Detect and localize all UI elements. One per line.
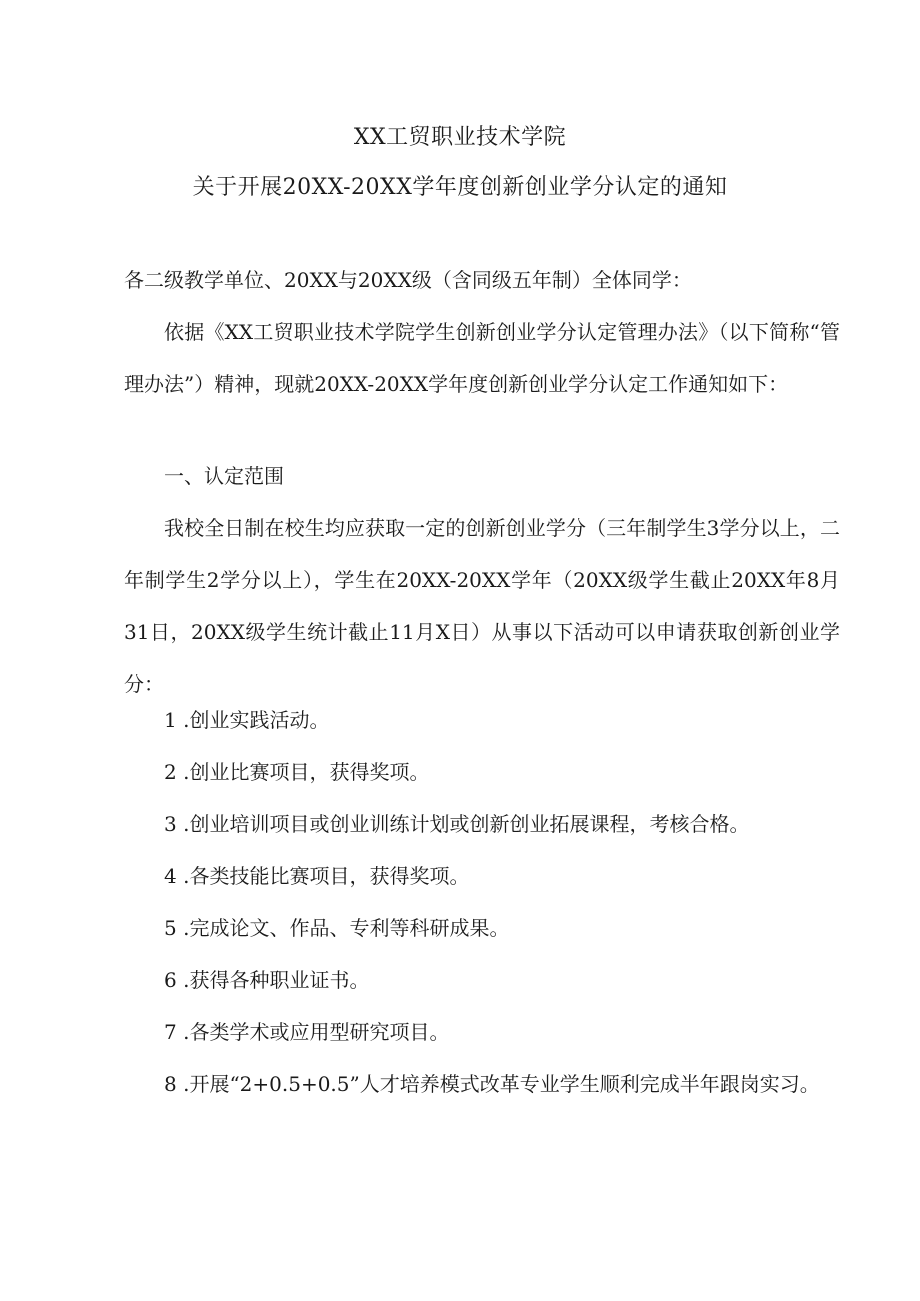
document-title-notice: 关于开展20XX-20XX学年度创新创业学分认定的通知 [192, 175, 728, 200]
list-item: 5 .完成论文、作品、专利等科研成果。 [164, 916, 510, 940]
list-item: 1 .创业实践活动。 [164, 708, 330, 732]
list-item: 7 .各类学术或应用型研究项目。 [164, 1020, 450, 1044]
section-heading-scope: 一、认定范围 [164, 464, 284, 488]
list-item: 6 .获得各种职业证书。 [164, 968, 370, 992]
document-title-school: XX工贸职业技术学院 [353, 125, 567, 150]
list-item: 8 .开展“2+0.5+0.5”人才培养模式改革专业学生顺利完成半年跟岗实习。 [164, 1072, 820, 1096]
list-item: 3 .创业培训项目或创业训练计划或创新创业拓展课程，考核合格。 [164, 812, 750, 836]
basis-paragraph: 依据《XX工贸职业技术学院学生创新创业学分认定管理办法》（以下简称“管理办法”）精神，现就20XX-20XX学年度创新创业学分认定工作通知如下： [124, 320, 840, 396]
list-item: 2 .创业比赛项目，获得奖项。 [164, 760, 430, 784]
salutation: 各二级教学单位、20XX与20XX级（含同级五年制）全体同学： [124, 268, 692, 292]
scope-paragraph: 我校全日制在校生均应获取一定的创新创业学分（三年制学生3学分以上，二年制学生2学分以上），学生在20XX-20XX学年（20XX级学生截止20XX年8月31日，20XX级学生统计截止11月X日）从事以下活动可以申请获取创新创业学分： [124, 516, 840, 696]
activity-list [124, 694, 840, 1110]
list-item: 4 .各类技能比赛项目，获得奖项。 [164, 864, 470, 888]
